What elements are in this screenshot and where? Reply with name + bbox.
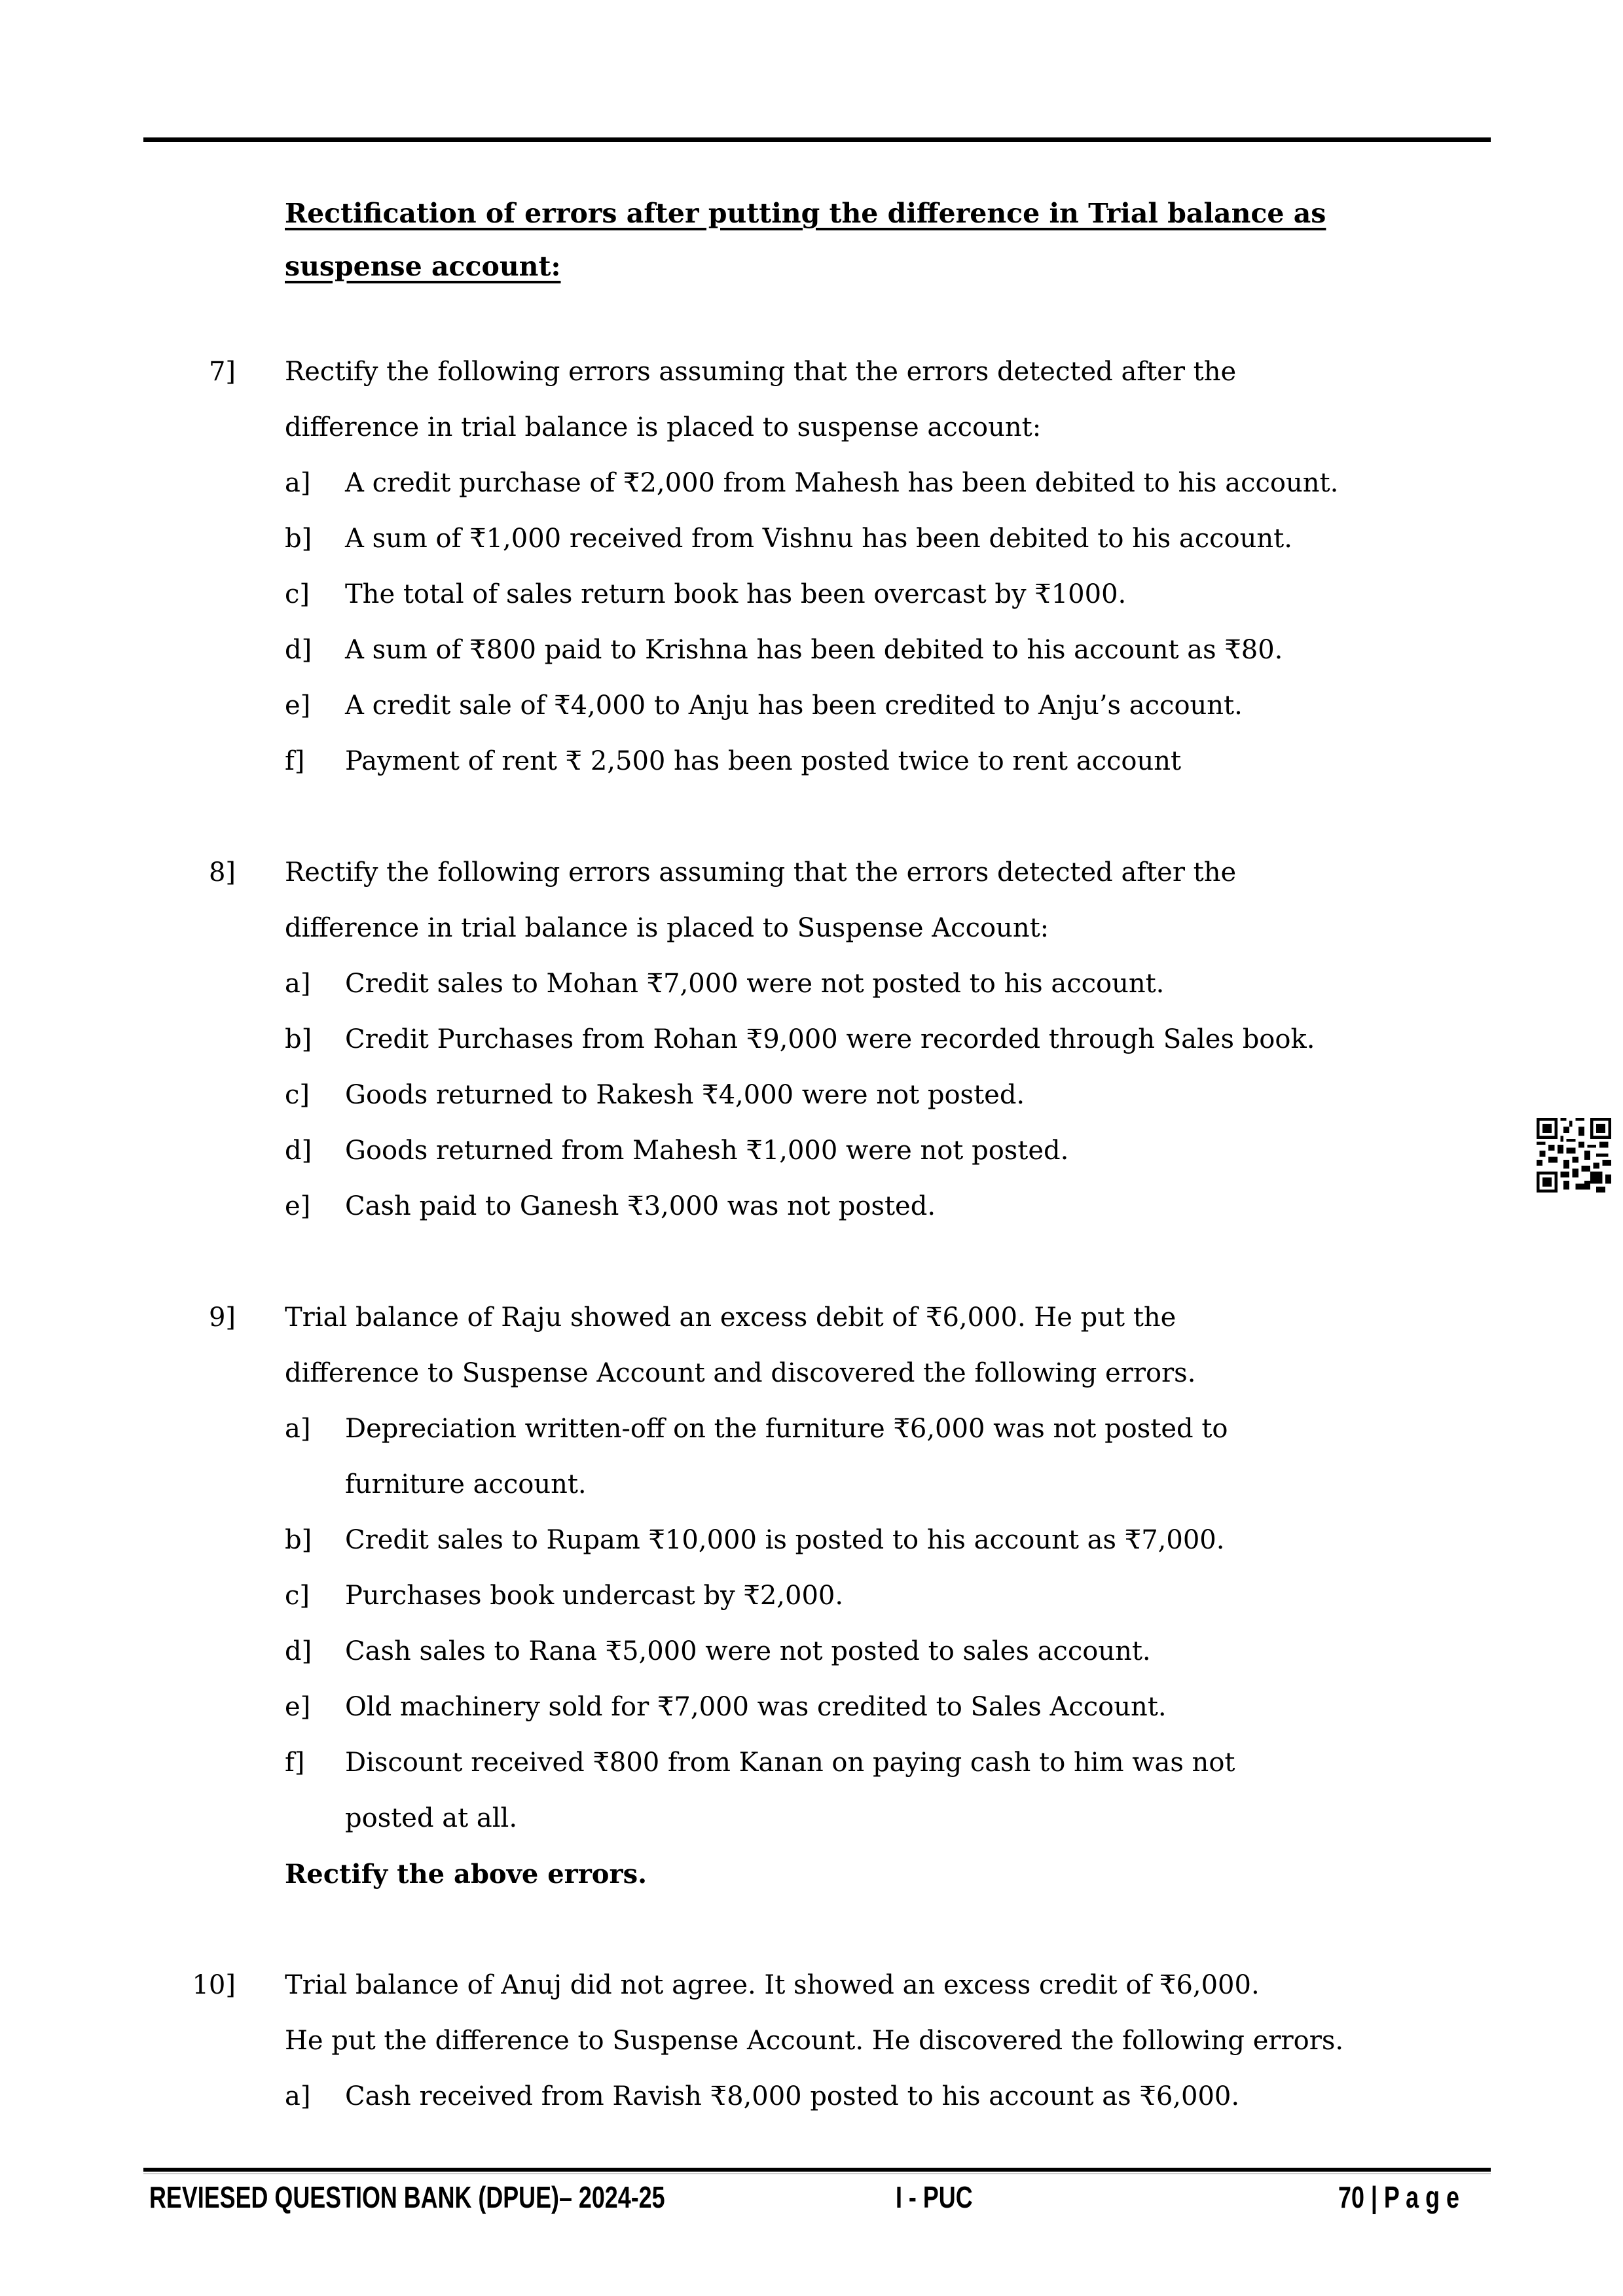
item-text: A sum of ₹800 paid to Krishna has been debited to his account as ₹80.	[345, 635, 1283, 665]
list-item	[0, 456, 1623, 511]
list-item	[0, 956, 1623, 1012]
item-text: Depreciation written-off on the furniture ₹6,000 was not posted to	[345, 1414, 1228, 1444]
item-label: a]	[285, 468, 311, 498]
list-item	[0, 1513, 1623, 1568]
item-label: d]	[285, 635, 312, 665]
question-line	[0, 344, 1623, 400]
question-line	[0, 901, 1623, 956]
list-item	[0, 1179, 1623, 1234]
list-item	[0, 1735, 1623, 1791]
item-label: c]	[285, 1080, 310, 1110]
list-item	[0, 2069, 1623, 2125]
spacer	[0, 1234, 1623, 1290]
footer-rule	[143, 2168, 1491, 2172]
item-text: furniture account.	[345, 1469, 587, 1499]
spacer	[0, 1902, 1623, 1958]
question-text: Rectify the following errors assuming that the errors detected after the	[285, 857, 1237, 888]
item-label: e]	[285, 1692, 311, 1722]
list-item	[0, 1679, 1623, 1735]
question-text: difference in trial balance is placed to Suspense Account:	[285, 913, 1049, 943]
question-text: Rectify the following errors assuming that the errors detected after the	[285, 357, 1237, 387]
spacer	[0, 789, 1623, 845]
question-text: Trial balance of Anuj did not agree. It showed an excess credit of ₹6,000.	[285, 1970, 1260, 2000]
footer-class: I - PUC	[896, 2180, 973, 2214]
item-text: Payment of rent ₹ 2,500 has been posted twice to rent account	[345, 746, 1182, 776]
question-text: He put the difference to Suspense Account. He discovered the following errors.	[285, 2026, 1344, 2056]
question-text: difference to Suspense Account and discovered the following errors.	[285, 1358, 1196, 1388]
item-label: b]	[285, 1024, 312, 1054]
list-item	[0, 1624, 1623, 1679]
item-label: a]	[285, 2081, 311, 2111]
item-text: posted at all.	[345, 1803, 518, 1833]
question-number: 9]	[208, 1302, 236, 1333]
list-item	[0, 1401, 1623, 1457]
question-line	[0, 1290, 1623, 1346]
list-item	[0, 1067, 1623, 1123]
item-label: b]	[285, 524, 312, 554]
question-line	[0, 1958, 1623, 2013]
item-text: A credit purchase of ₹2,000 from Mahesh has been debited to his account.	[345, 468, 1339, 498]
item-label: c]	[285, 1581, 310, 1611]
item-label: b]	[285, 1525, 312, 1555]
closing-line	[0, 1846, 1623, 1902]
list-item	[0, 567, 1623, 622]
item-label: c]	[285, 579, 310, 609]
item-text: Cash sales to Rana ₹5,000 were not posted to sales account.	[345, 1636, 1151, 1666]
item-label: d]	[285, 1636, 312, 1666]
item-label: e]	[285, 1191, 311, 1221]
item-text: A credit sale of ₹4,000 to Anju has been credited to Anju’s account.	[345, 691, 1243, 721]
footer-page: 70 | P a g e	[1338, 2180, 1459, 2214]
footer-rule-shadow	[143, 2173, 1491, 2174]
item-label: d]	[285, 1136, 312, 1166]
list-item	[0, 1012, 1623, 1067]
section-heading-line-2: suspense account:	[285, 251, 561, 282]
question-line	[0, 845, 1623, 901]
list-item	[0, 1123, 1623, 1179]
question-number: 10]	[192, 1970, 236, 2000]
question-text: difference in trial balance is placed to suspense account:	[285, 412, 1042, 442]
item-label: f]	[285, 1748, 305, 1778]
list-item	[0, 1791, 1623, 1846]
question-list	[0, 344, 1623, 2125]
item-text: Credit sales to Rupam ₹10,000 is posted to his account as ₹7,000.	[345, 1525, 1225, 1555]
header-rule	[143, 137, 1491, 142]
item-text: Cash paid to Ganesh ₹3,000 was not posted.	[345, 1191, 936, 1221]
question-number: 7]	[208, 357, 236, 387]
section-heading-line-1: Rectification of errors after putting the difference in Trial balance as	[285, 198, 1326, 229]
item-text: Purchases book undercast by ₹2,000.	[345, 1581, 844, 1611]
item-text: Discount received ₹800 from Kanan on paying cash to him was not	[345, 1748, 1235, 1778]
question-number: 8]	[208, 857, 236, 888]
page-number: 70	[1338, 2180, 1364, 2214]
item-text: Credit Purchases from Rohan ₹9,000 were recorded through Sales book.	[345, 1024, 1315, 1054]
item-label: e]	[285, 691, 311, 721]
item-text: Credit sales to Mohan ₹7,000 were not posted to his account.	[345, 969, 1165, 999]
question-line	[0, 2013, 1623, 2069]
item-label: f]	[285, 746, 305, 776]
item-text: The total of sales return book has been overcast by ₹1000.	[345, 579, 1127, 609]
list-item	[0, 678, 1623, 734]
item-text: Old machinery sold for ₹7,000 was credited to Sales Account.	[345, 1692, 1167, 1722]
page-label: P a g e	[1383, 2180, 1459, 2214]
item-label: a]	[285, 1414, 311, 1444]
list-item	[0, 511, 1623, 567]
item-text: Goods returned to Rakesh ₹4,000 were not posted.	[345, 1080, 1025, 1110]
question-line	[0, 400, 1623, 456]
question-line	[0, 1346, 1623, 1401]
closing-instruction: Rectify the above errors.	[285, 1859, 647, 1890]
list-item	[0, 1568, 1623, 1624]
list-item	[0, 734, 1623, 789]
list-item	[0, 622, 1623, 678]
question-text: Trial balance of Raju showed an excess debit of ₹6,000. He put the	[285, 1302, 1176, 1333]
footer-title: REVIESED QUESTION BANK (DPUE)– 2024-25	[149, 2180, 665, 2214]
item-label: a]	[285, 969, 311, 999]
item-text: Goods returned from Mahesh ₹1,000 were not posted.	[345, 1136, 1069, 1166]
qr-code-icon	[1535, 1118, 1613, 1193]
list-item	[0, 1457, 1623, 1513]
item-text: A sum of ₹1,000 received from Vishnu has been debited to his account.	[345, 524, 1292, 554]
item-text: Cash received from Ravish ₹8,000 posted to his account as ₹6,000.	[345, 2081, 1240, 2111]
